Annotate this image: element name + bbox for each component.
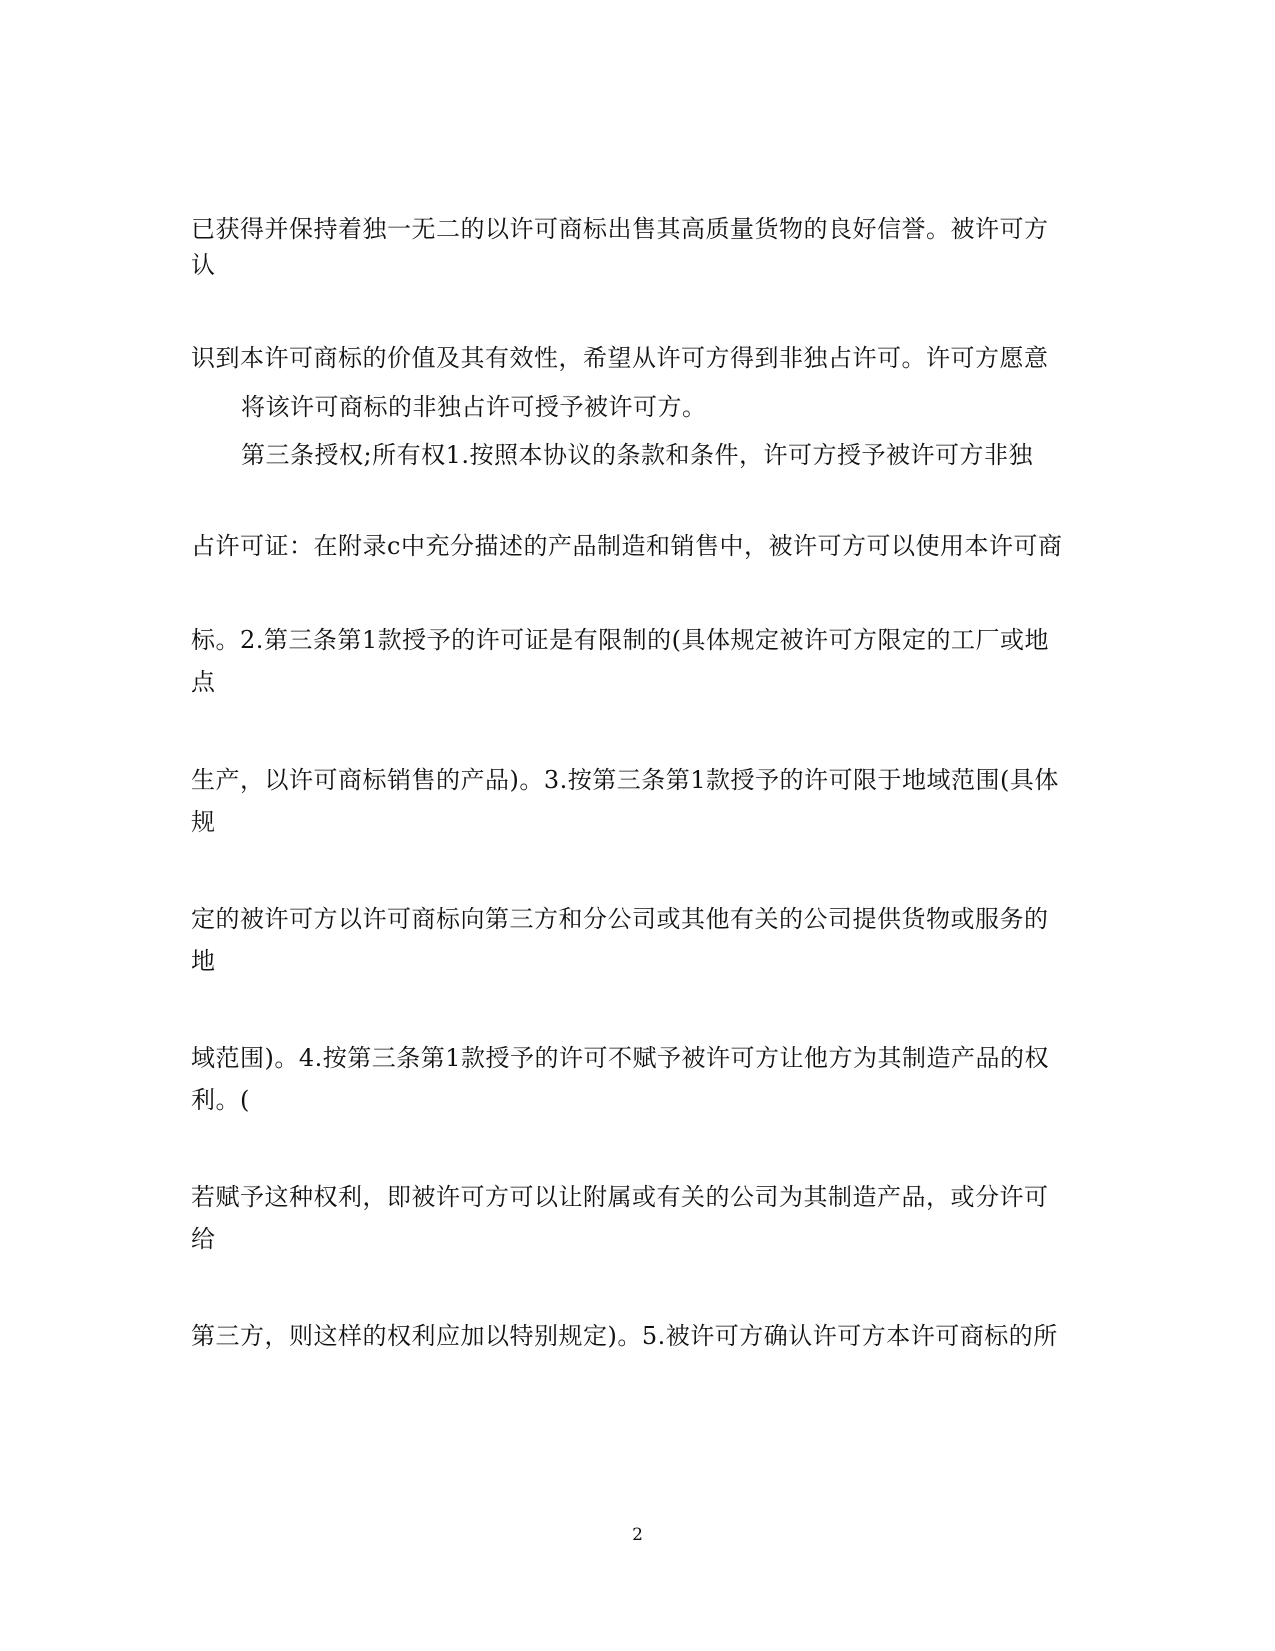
- text-line: 若赋予这种权利，即被许可方可以让附属或有关的公司为其制造产品，或分许可: [191, 1183, 1049, 1211]
- text-line: 定的被许可方以许可商标向第三方和分公司或其他有关的公司提供货物或服务的: [191, 905, 1049, 933]
- text-line: 第三条授权;所有权1.按照本协议的条款和条件，许可方授予被许可方非独: [241, 441, 1033, 469]
- text-line: 生产，以许可商标销售的产品)。3.按第三条第1款授予的许可限于地域范围(具体: [191, 766, 1059, 794]
- text-line: 点: [191, 668, 216, 696]
- text-line: 给: [191, 1225, 216, 1253]
- text-line: 地: [191, 947, 216, 975]
- text-line: 规: [191, 808, 216, 836]
- text-line: 识到本许可商标的价值及其有效性，希望从许可方得到非独占许可。许可方愿意: [191, 344, 1049, 372]
- text-line: 已获得并保持着独一无二的以许可商标出售其高质量货物的良好信誉。被许可方: [191, 215, 1049, 243]
- text-line: 将该许可商标的非独占许可授予被许可方。: [241, 393, 707, 421]
- text-line: 利。(: [191, 1086, 250, 1114]
- text-line: 标。2.第三条第1款授予的许可证是有限制的(具体规定被许可方限定的工厂或地: [191, 626, 1050, 654]
- text-line: 域范围)。4.按第三条第1款授予的许可不赋予被许可方让他方为其制造产品的权: [191, 1044, 1050, 1072]
- text-line: 认: [191, 251, 216, 279]
- page-number: 2: [632, 1525, 643, 1545]
- text-line: 第三方，则这样的权利应加以特别规定)。5.被许可方确认许可方本许可商标的所: [191, 1322, 1058, 1350]
- text-line: 占许可证：在附录c中充分描述的产品制造和销售中，被许可方可以使用本许可商: [191, 532, 1063, 560]
